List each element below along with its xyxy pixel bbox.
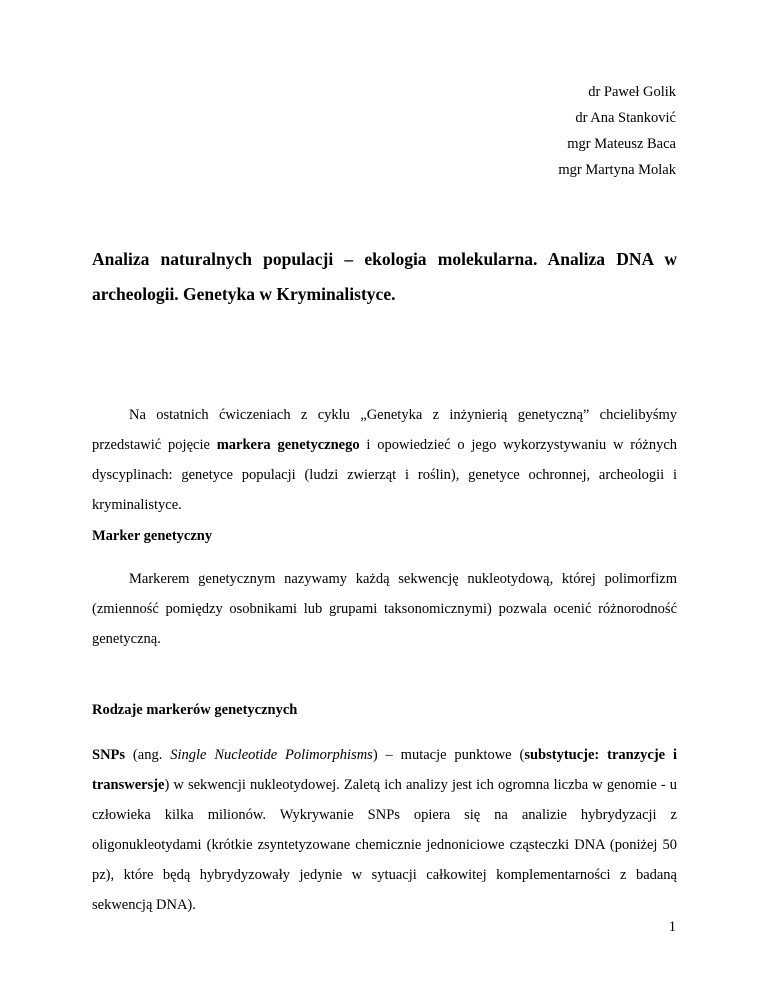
intro-paragraph bbox=[92, 400, 677, 520]
intro-text: i opowiedzieć o jego wykorzystywaniu w różnych dyscyplinach: genetyce populacji (ludzi zwierząt i roślin), genetyce ochronnej, archeologii i kryminalistyce. bbox=[92, 437, 677, 513]
section-heading-marker: Marker genetyczny bbox=[92, 528, 213, 544]
snp-text: ) – mutacje punktowe ( bbox=[372, 747, 525, 763]
snp-bold-term: substytucje: tranzycje i transwersje bbox=[92, 747, 677, 793]
author-name: mgr Mateusz Baca bbox=[567, 136, 676, 152]
snp-text: (ang. bbox=[125, 747, 171, 763]
definition-paragraph: Markerem genetycznym nazywamy każdą sekwencję nukleotydową, której polimorfizm (zmienność pomiędzy osobnikami lub grupami taksonomicznymi) pozwala ocenić różnorodność genetyczną. bbox=[92, 571, 677, 647]
snp-text: ) w sekwencji nukleotydowej. Zaletą ich analizy jest ich ogromna liczba w genomie - u człowieka kilka milionów. Wykrywanie SNPs opiera się na analizie hybrydyzacji z oligonukleotydami (krótkie zsyntetyzowane chemicznie jednoniciowe cząsteczki DNA (poniżej 50 pz), które będą hybrydyzowały jedynie w sytuacji całkowitej komplementarności z badaną sekwencją DNA). bbox=[92, 777, 677, 913]
page-number: 1 bbox=[668, 919, 676, 935]
section-heading-types: Rodzaje markerów genetycznych bbox=[92, 702, 298, 718]
intro-text: Na ostatnich ćwiczeniach z cyklu „Genetyka z inżynierią genetyczną” chcielibyśmy przedstawić pojęcie bbox=[92, 407, 677, 453]
snp-term: SNPs bbox=[92, 747, 126, 763]
author-name: dr Ana Stanković bbox=[575, 110, 676, 126]
author-name: mgr Martyna Molak bbox=[558, 162, 676, 178]
snp-english-term: Single Nucleotide Polimorphisms bbox=[170, 747, 373, 763]
author-name: dr Paweł Golik bbox=[588, 84, 676, 100]
intro-bold-term: markera genetycznego bbox=[216, 437, 360, 453]
author-list bbox=[558, 79, 676, 183]
document-title: Analiza naturalnych populacji – ekologia molekularna. Analiza DNA w archeologii. Genetyka w Kryminalistyce. bbox=[92, 249, 677, 304]
snp-paragraph bbox=[92, 740, 677, 920]
